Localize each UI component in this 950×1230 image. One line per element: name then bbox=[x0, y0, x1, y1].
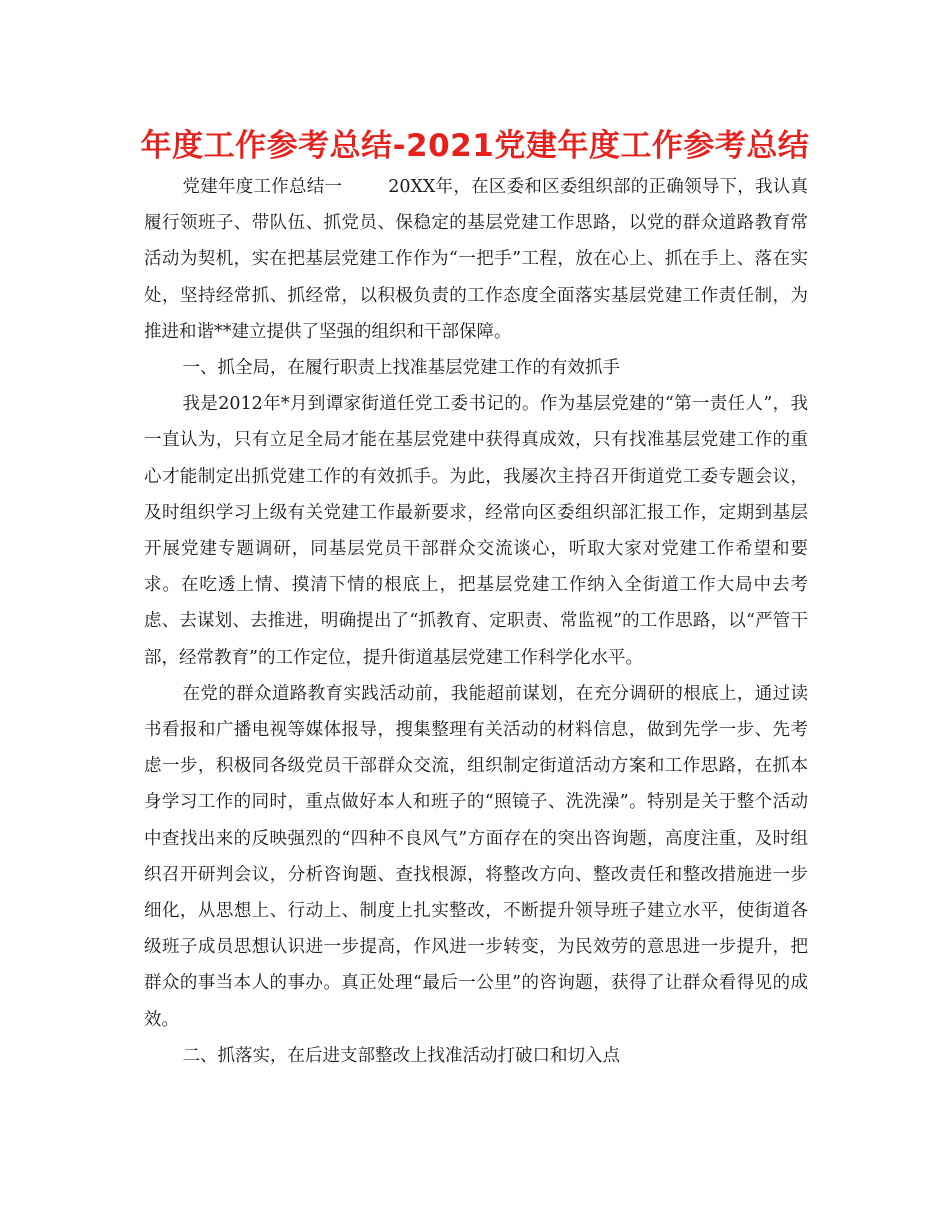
body-paragraph-2: 我是2012年*月到谭家街道任党工委书记的。作为基层党建的“第一责任人”，我一直认为，只有立足全局才能在基层党建中获得真成效，只有找准基层党建工作的重心才能制定出抓党建工作的有效抓手。为此，我屡次主持召开街道党工委专题会议，及时组织学习上级有关党建工作最新要求，经常向区委组织部汇报工作，定期到基层开展党建专题调研，同基层党员干部群众交流谈心，听取大家对党建工作希望和要求。在吃透上情、摸清下情的根底上，把基层党建工作纳入全街道工作大局中去考虑、去谋划、去推进，明确提出了“抓教育、定职责、常监视”的工作思路，以“严管干部，经常教育”的工作定位，提升街道基层党建工作科学化水平。 bbox=[144, 394, 808, 668]
body-paragraph-3: 在党的群众道路教育实践活动前，我能超前谋划，在充分调研的根底上，通过读书看报和广播电视等媒体报导，搜集整理有关活动的材料信息，做到先学一步、先考虑一步，积极同各级党员干部群众交流，组织制定街道活动方案和工作思路，在抓本身学习工作的同时，重点做好本人和班子的“照镜子、洗洗澡”。特别是关于整个活动中查找出来的反映强烈的“四种不良风气”方面存在的突出咨询题，高度注重，及时组织召开研判会议，分析咨询题、查找根源，将整改方向、整改责任和整改措施进一步细化，从思想上、行动上、制度上扎实整改，不断提升领导班子建立水平，使街道各级班子成员思想认识进一步提高，作风进一步转变，为民效劳的意思进一步提升，把群众的事当本人的事办。真正处理“最后一公里”的咨询题，获得了让群众看得见的成效。 bbox=[144, 683, 808, 1030]
document-body bbox=[144, 169, 808, 1074]
intro-lead: 党建年度工作总结一 bbox=[182, 177, 343, 197]
section-heading-2: 二、抓落实，在后进支部整改上找准活动打破口和切入点 bbox=[182, 1045, 620, 1066]
document-title: 年度工作参考总结-2021党建年度工作参考总结 bbox=[140, 128, 810, 164]
intro-paragraph bbox=[144, 169, 808, 350]
section-heading-1: 一、抓全局，在履行职责上找准基层党建工作的有效抓手 bbox=[182, 358, 620, 379]
intro-text: 20XX年，在区委和区委组织部的正确领导下，我认真履行领班子、带队伍、抓党员、保稳定的基层党建工作思路，以党的群众道路教育常活动为契机，实在把基层党建工作作为“一把手”工程，放在心上、抓在手上、落在实处，坚持经常抓、抓经常，以积极负责的工作态度全面落实基层党建工作责任制，为推进和谐**建立提供了坚强的组织和干部保障。 bbox=[144, 177, 809, 342]
